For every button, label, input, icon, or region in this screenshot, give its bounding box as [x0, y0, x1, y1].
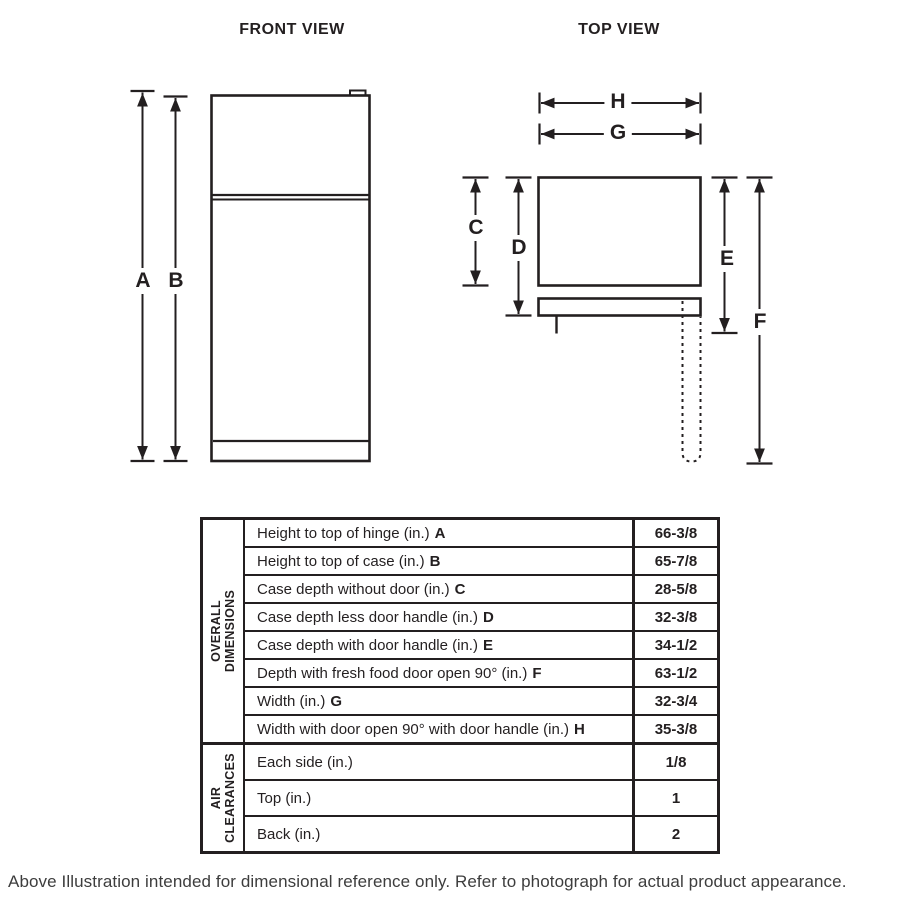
row-label [245, 548, 632, 574]
table-row [245, 688, 717, 716]
front-cabinet-outline [212, 96, 370, 462]
air-header-line2: CLEARANCES [223, 753, 237, 843]
top-door-open-dashed-outline [683, 301, 701, 462]
dim-label-f: F [748, 309, 773, 335]
table-row [245, 745, 717, 781]
table-row [245, 781, 717, 817]
row-dim-letter: A [434, 524, 446, 542]
dimensions-table [200, 517, 720, 854]
row-label-text: Case depth without door (in.) [257, 580, 450, 598]
air-clearances-header-cell [203, 745, 245, 851]
row-label-text: Case depth less door handle (in.) [257, 608, 478, 626]
table-row [245, 604, 717, 632]
row-dim-letter: H [574, 720, 585, 738]
row-value: 32-3/4 [632, 688, 717, 714]
row-label [245, 604, 632, 630]
dim-label-b: B [162, 268, 189, 294]
row-dim-letter: B [429, 552, 441, 570]
row-label-text: Top (in.) [257, 789, 312, 807]
overall-dimensions-header-cell [203, 520, 245, 742]
row-dim-letter: C [454, 580, 466, 598]
overall-dimensions-rows [245, 520, 717, 742]
top-case-outline [539, 178, 701, 286]
row-value: 28-5/8 [632, 576, 717, 602]
row-value: 2 [632, 817, 717, 851]
air-clearances-header [209, 753, 237, 843]
row-label-text: Depth with fresh food door open 90° (in.) [257, 664, 528, 682]
dim-label-a: A [129, 268, 156, 294]
row-value: 1 [632, 781, 717, 815]
top-view-drawing [463, 93, 773, 464]
row-value: 1/8 [632, 745, 717, 779]
overall-dimensions-header [209, 590, 237, 672]
row-label-text: Back (in.) [257, 825, 321, 843]
dim-label-d: D [505, 235, 532, 261]
table-row [245, 520, 717, 548]
table-row [245, 716, 717, 742]
overall-header-line2: DIMENSIONS [223, 589, 237, 673]
row-label [245, 716, 632, 742]
row-label [245, 781, 632, 815]
row-value: 63-1/2 [632, 660, 717, 686]
air-clearances-section [203, 742, 717, 851]
dim-label-e: E [714, 246, 740, 272]
row-label-text: Case depth with door handle (in.) [257, 636, 478, 654]
air-clearances-rows [245, 745, 717, 851]
overall-header-line1: OVERALL [209, 600, 223, 662]
table-row [245, 548, 717, 576]
row-value: 65-7/8 [632, 548, 717, 574]
front-view-title: FRONT VIEW [239, 21, 345, 38]
row-label-text: Width (in.) [257, 692, 326, 710]
row-label [245, 660, 632, 686]
row-dim-letter: D [482, 608, 494, 626]
air-header-line1: AIR [209, 786, 223, 810]
table-row [245, 817, 717, 851]
row-label [245, 520, 632, 546]
dim-label-g: G [604, 120, 632, 146]
overall-dimensions-section [203, 520, 717, 742]
row-value: 32-3/8 [632, 604, 717, 630]
row-dim-letter: E [482, 636, 493, 654]
row-value: 66-3/8 [632, 520, 717, 546]
row-label [245, 817, 632, 851]
row-label-text: Width with door open 90° with door handle (in.) [257, 720, 570, 738]
table-row [245, 632, 717, 660]
row-label [245, 576, 632, 602]
dim-label-c: C [462, 215, 489, 241]
top-view-title: TOP VIEW [578, 21, 660, 38]
row-label-text: Each side (in.) [257, 753, 353, 771]
row-dim-letter: G [330, 692, 343, 710]
table-row [245, 576, 717, 604]
dim-label-h: H [604, 89, 631, 115]
row-label [245, 745, 632, 779]
table-row [245, 660, 717, 688]
disclaimer-text: Above Illustration intended for dimensional reference only. Refer to photograph for actual product appearance. [8, 872, 847, 891]
row-value: 34-1/2 [632, 632, 717, 658]
row-label-text: Height to top of case (in.) [257, 552, 425, 570]
row-dim-letter: F [532, 664, 542, 682]
top-door-outline [539, 299, 701, 316]
row-value: 35-3/8 [632, 716, 717, 742]
row-label-text: Height to top of hinge (in.) [257, 524, 430, 542]
row-label [245, 688, 632, 714]
row-label [245, 632, 632, 658]
